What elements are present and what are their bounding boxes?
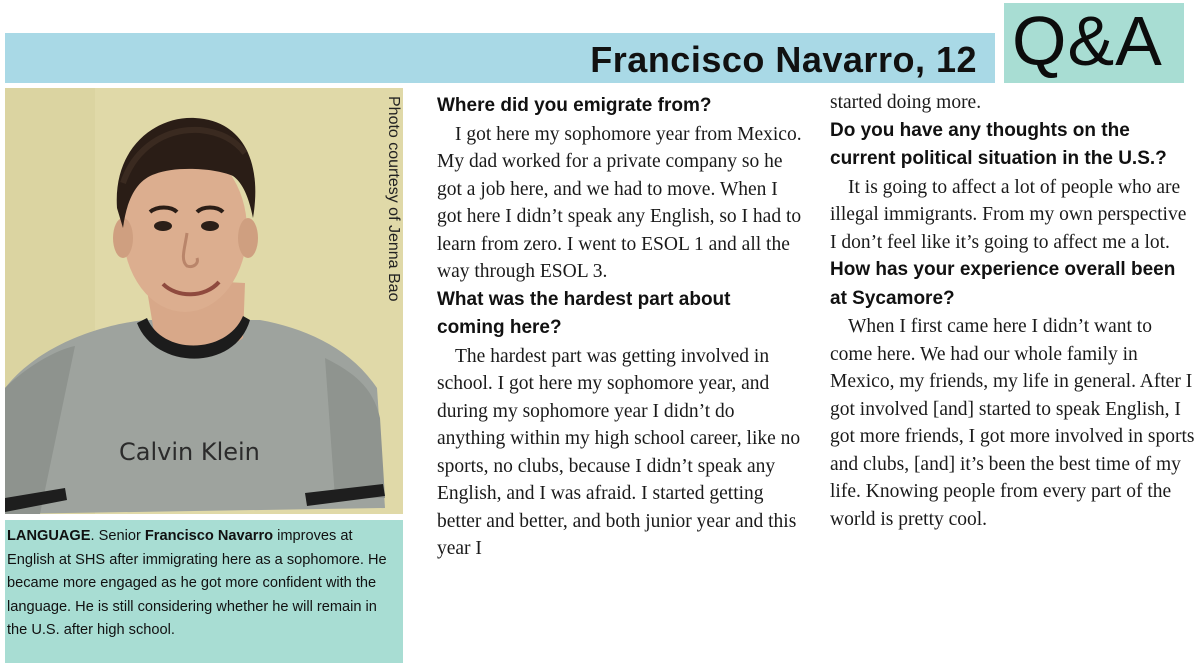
caption-kicker: LANGUAGE (7, 528, 91, 544)
answer-1: I got here my sophomore year from Mexico. My dad worked for a private company so he got a job here, and we had to move. When I got here I didn’t speak any English, so I had to learn from zero. I went to ESOL 1 and all the way through ESOL 3. (437, 123, 802, 282)
caption-name: Francisco Navarro (144, 528, 274, 544)
photo-caption (5, 520, 403, 643)
portrait-illustration (5, 88, 403, 514)
page-title: Francisco Navarro, 12 (590, 39, 977, 80)
question-3: Do you have any thoughts on the current political situation in the U.S.? (830, 119, 1167, 169)
answer-2: The hardest part was getting involved in school. I got here my sophomore year, and during my sophomore year I didn’t do anything within my high school career, like no sports, no clubs, because I didn’t speak any English, and I was afraid. I started getting better and better, and both junior year and this year I (437, 345, 801, 559)
answer-3: It is going to affect a lot of people who are illegal immigrants. From my own perspective I don’t feel like it’s going to affect me a lot. (830, 176, 1187, 253)
interview-column-2 (830, 89, 1195, 533)
answer-4: When I first came here I didn’t want to come here. We had our whole family in Mexico, my friends, my life in general. After I got involved [and] started to speak English, I got more friends, I got more involved in sports and clubs, [and] it’s been the best time of my life. Knowing people from every part of the world is pretty cool. (830, 316, 1195, 530)
question-4: How has your experience overall been at Sycamore? (830, 259, 1176, 309)
interview-column-1 (437, 92, 802, 563)
portrait-photo (5, 88, 403, 514)
photo-credit: Photo courtesy of Jenna Bao (385, 96, 402, 302)
answer-2-continued: started doing more. (830, 92, 982, 113)
caption-box (5, 520, 403, 663)
question-2: What was the hardest part about coming here? (437, 288, 731, 338)
section-label: Q&A (1012, 2, 1163, 80)
section-label-box (1004, 3, 1184, 83)
headline-bar (5, 33, 995, 83)
caption-body: improves at English at SHS after immigrating here as a sophomore. He became more engaged as he got more confident with the language. He is still considering whether he will remain in the U.S. after high school. (7, 528, 387, 639)
caption-intro: . Senior (90, 528, 145, 544)
question-1: Where did you emigrate from? (437, 95, 712, 116)
shirt-logo: Calvin Klein (119, 438, 260, 466)
